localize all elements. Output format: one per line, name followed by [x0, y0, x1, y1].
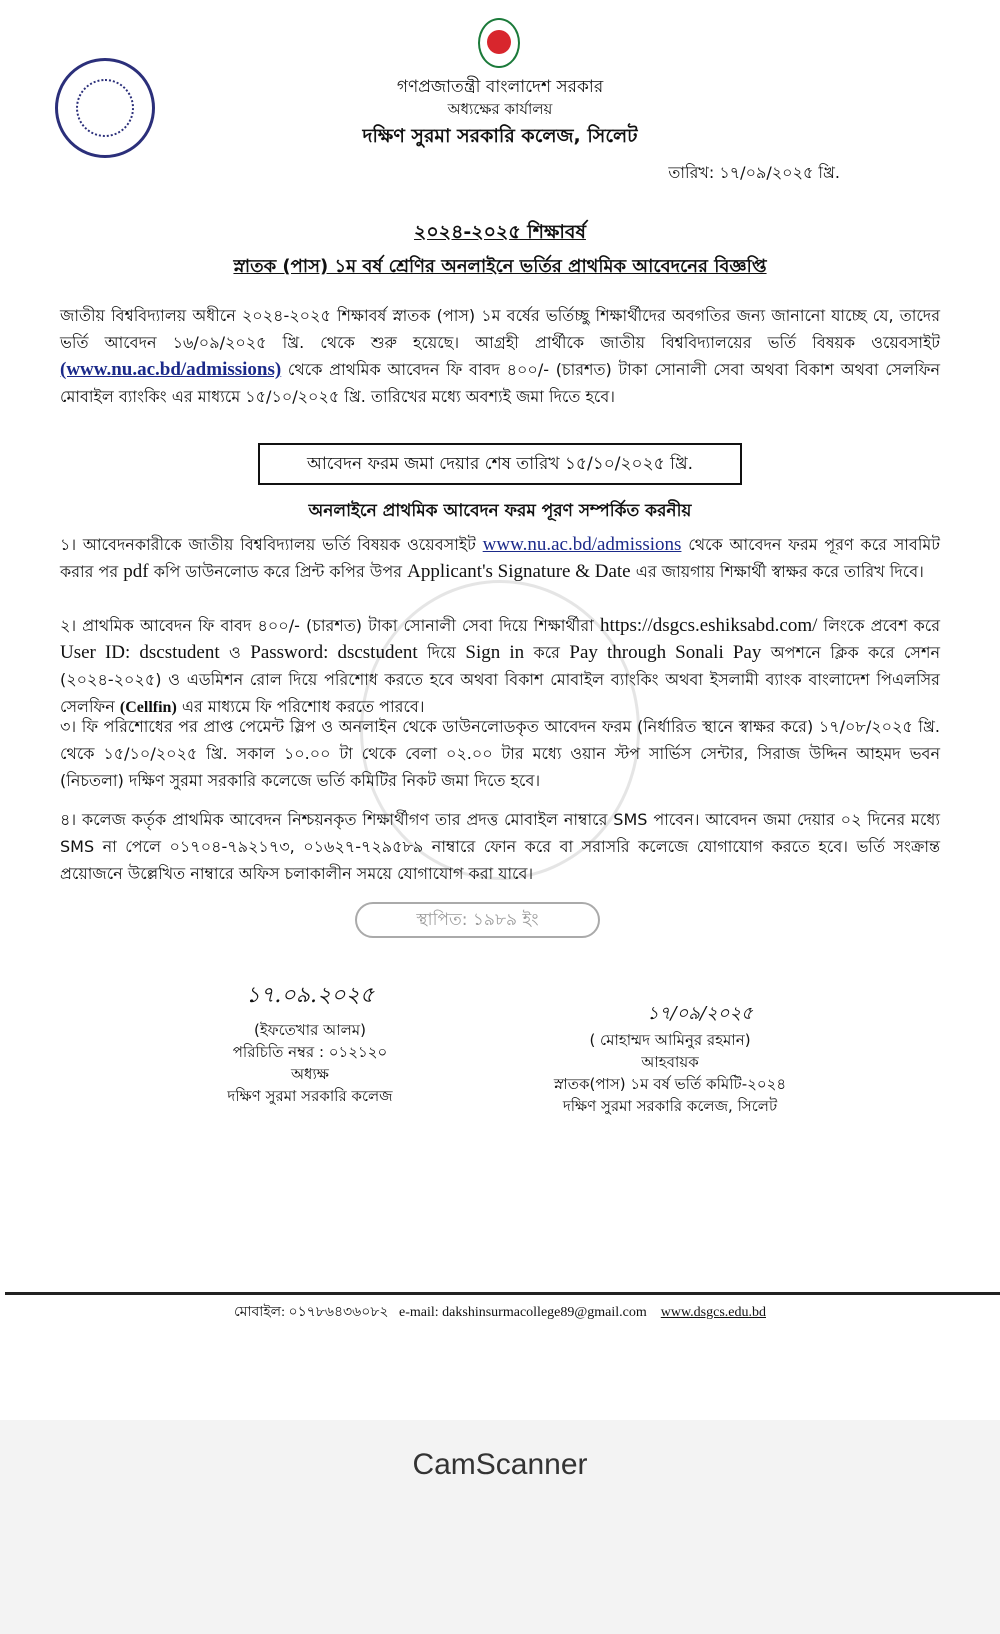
college-name: দক্ষিণ সুরমা সরকারি কলেজ, সিলেট [362, 125, 638, 147]
instructions-heading: অনলাইনে প্রাথমিক আবেদন ফরম পূরণ সম্পর্কিত করনীয় [308, 501, 692, 521]
principal-signature: ১৭.০৯.২০২৫ [245, 983, 375, 1008]
footer-website-link[interactable]: www.dsgcs.edu.bd [660, 1305, 766, 1320]
principal-signature-block: ১৭.০৯.২০২৫ (ইফতেখার আলম) পরিচিতি নম্বর : ০১২১২০ অধ্যক্ষ দক্ষিণ সুরমা সরকারি কলেজ [190, 985, 430, 1107]
nu-admissions-link-2[interactable]: www.nu.ac.bd/admissions [482, 534, 682, 555]
convener-signature-block: ১৭/০৯/২০২৫ ( মোহাম্মদ আমিনুর রহমান) আহবায়ক স্নাতক(পাস) ১ম বর্ষ ভর্তি কমিটি-২০২৪ দক্ষিণ সুরমা সরকারি কলেজ, সিলেট [520, 1003, 820, 1117]
camscanner-brand: CamScanner [412, 1448, 588, 1481]
instruction-item-4: ৪। কলেজ কর্তৃক প্রাথমিক আবেদন নিশ্চয়নকৃত শিক্ষার্থীগণ তার প্রদত্ত মোবাইল নাম্বারে SMS পাবেন। আবেদন জমা দেয়ার ০২ দিনের মধ্যে SMS না পেলে ০১৭০৪-৭৯২১৭৩, ০১৬২৭-৭২৯৫৮৯ নাম্বারে ফোন করে বা সরাসরি কলেজে যোগাযোগ করতে হবে। ভর্তি সংক্রান্ত প্রয়োজনে উল্লেখিত নাম্বারে অফিস চলাকালীন সময়ে যোগাযোগ করা যাবে। [60, 810, 940, 883]
intro-paragraph: জাতীয় বিশ্ববিদ্যালয় অধীনে ২০২৪-২০২৫ শিক্ষাবর্ষ স্নাতক (পাস) ১ম বর্ষের ভর্তিচ্ছু শিক্ষার্থীদের অবগতির জন্য জানানো যাচ্ছে যে, তাদের ভর্তি আবেদন ১৬/০৯/২০২৫ খ্রি. থেকে শুরু হয়েছে। আগ্রহী প্রার্থীকে জাতীয় বিশ্ববিদ্যালয়ের ভর্তি বিষয়ক ওয়েবসাইট (www.nu.ac.bd/admissions) থেকে প্রাথমিক আবেদন ফি বাবদ ৪০০/- (চারশত) টাকা সোনালী সেবা অথবা বিকাশ অথবা সেলফিন মোবাইল ব্যাংকিং এর মাধ্যমে ১৫/১০/২০২৫ খ্রি. তারিখের মধ্যে অবশ্যই জমা দিতে হবে। [60, 306, 940, 406]
footer-divider [5, 1292, 1000, 1295]
convener-signature: ১৭/০৯/২০২৫ [647, 1003, 753, 1024]
footer-email[interactable]: e-mail: dakshinsurmacollege89@gmail.com [399, 1305, 647, 1320]
academic-year: ২০২৪-২০২৫ শিক্ষাবর্ষ [414, 221, 586, 243]
notice-date: তারিখ: ১৭/০৯/২০২৫ খ্রি. [668, 163, 840, 182]
instruction-item-3: ৩। ফি পরিশোধের পর প্রাপ্ত পেমেন্ট স্লিপ ও অনলাইন থেকে ডাউনলোডকৃত আবেদন ফরম (নির্ধারিত স্থানে স্বাক্ষর করে) ১৭/০৮/২০২৫ খ্রি. থেকে ১৫/১০/২০২৫ খ্রি. সকাল ১০.০০ টা থেকে বেলা ০২.০০ টার মধ্যে ওয়ান স্টপ সার্ভিস সেন্টার, সিরাজ উদ্দিন আহমদ ভবন (নিচতলা) দক্ষিণ সুরমা সরকারি কলেজে ভর্তি কমিটির নিকট জমা দিতে হবে। [60, 717, 940, 790]
office-name: অধ্যক্ষের কার্যালয় [447, 100, 553, 118]
nu-admissions-link[interactable]: (www.nu.ac.bd/admissions) [60, 359, 282, 380]
footer-contact: মোবাইল: ০১৭৮৬৪৩৬০৮২ e-mail: dakshinsurmacollege89@gmail.com www.dsgcs.edu.bd [234, 1305, 766, 1320]
deadline-box: আবেদন ফরম জমা দেয়ার শেষ তারিখ ১৫/১০/২০২৫ খ্রি. [258, 443, 742, 485]
established-stamp: স্থাপিত: ১৯৮৯ ইং [355, 902, 600, 938]
gov-name: গণপ্রজাতন্ত্রী বাংলাদেশ সরকার [396, 77, 604, 97]
instruction-item-1: ১। আবেদনকারীকে জাতীয় বিশ্ববিদ্যালয় ভর্তি বিষয়ক ওয়েবসাইট www.nu.ac.bd/admissions থেকে আবেদন ফরম পূরণ করে সাবমিট করার পর pdf কপি ডাউনলোড করে প্রিন্ট কপির উপর Applicant's Signature & Date এর জায়গায় শিক্ষার্থী স্বাক্ষর করে তারিখ দিবে। [60, 534, 940, 582]
government-logo [478, 18, 520, 68]
eshiksa-link[interactable]: https://dsgcs.eshiksabd.com/ [599, 615, 818, 636]
notice-subject: স্নাতক (পাস) ১ম বর্ষ শ্রেণির অনলাইনে ভর্তির প্রাথমিক আবেদনের বিজ্ঞপ্তি [233, 256, 767, 277]
instruction-item-2: ২। প্রাথমিক আবেদন ফি বাবদ ৪০০/- (চারশত) টাকা সোনালী সেবা দিয়ে শিক্ষার্থীরা https://dsgcs.eshiksabd.com/ লিংকে প্রবেশ করে User ID: dscstudent ও Password: dscstudent দিয়ে Sign in করে Pay through Sonali Pay অপশনে ক্লিক করে সেশন (২০২৪-২০২৫) ও এডমিশন রোল দিয়ে পরিশোধ করতে হবে অথবা বিকাশ মোবাইল ব্যাংকিং অথবা ইসলামী ব্যাংক বাংলাদেশ পিএলসির সেলফিন (Cellfin) এর মাধ্যমে ফি পরিশোধ করতে পারবে। [60, 615, 941, 716]
